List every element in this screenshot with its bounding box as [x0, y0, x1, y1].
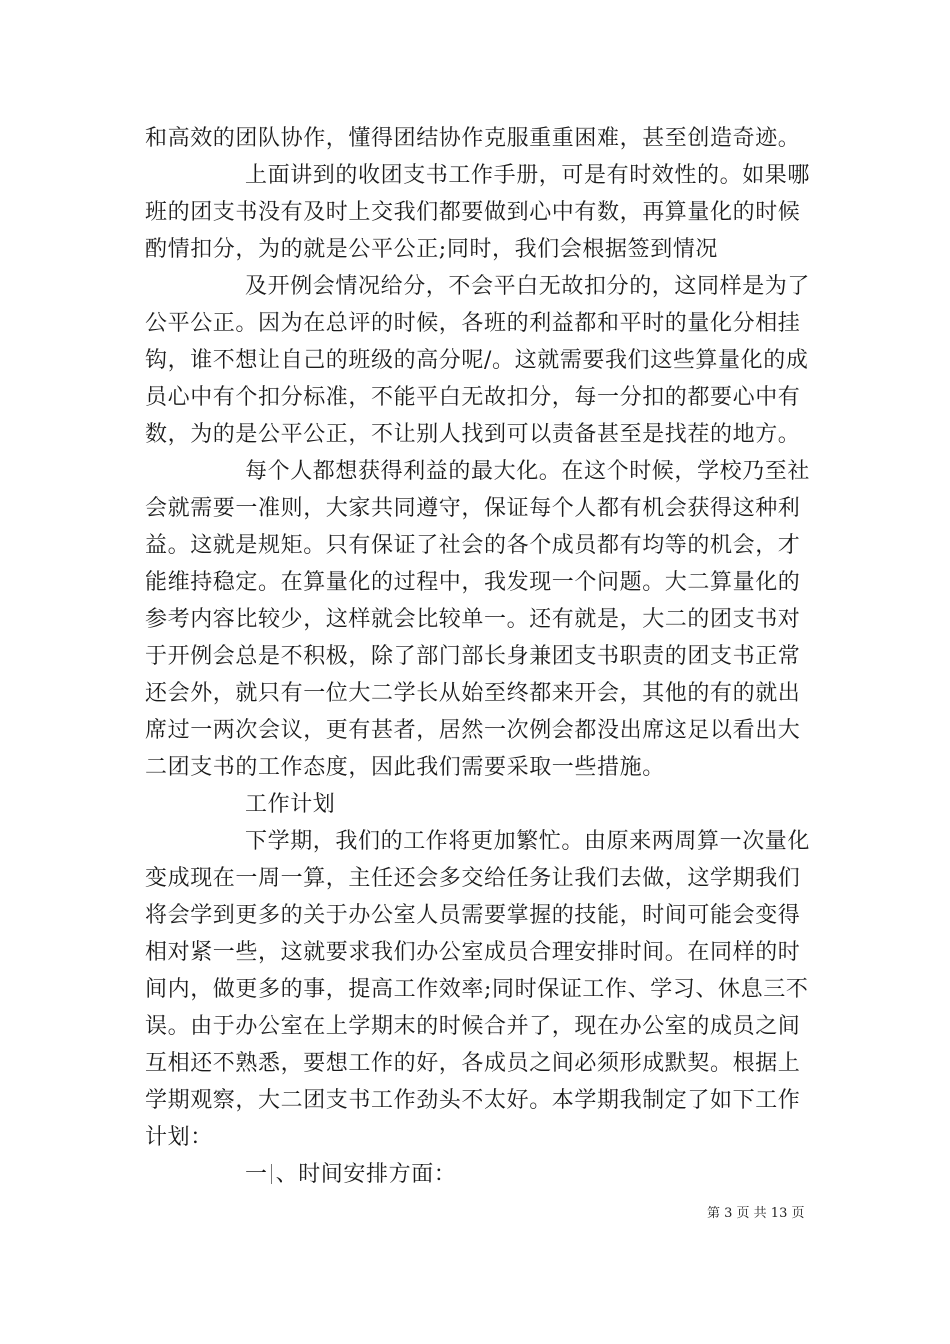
body-text-line: 酌情扣分，为的就是公平公正;同时，我们会根据签到情况: [145, 237, 719, 262]
text-cursor-mark: [271, 1164, 272, 1184]
body-text-line: 误。由于办公室在上学期末的时候合并了，现在办公室的成员之间: [145, 1014, 801, 1039]
list-item-title: 、时间安排方面：: [275, 1162, 457, 1187]
body-text-line: 于开例会总是不积极，除了部门部长身兼团支书职责的团支书正常: [145, 644, 801, 669]
body-text-line: 还会外，就只有一位大二学长从始至终都来开会，其他的有的就出: [145, 681, 801, 706]
body-text-line: 能维持稳定。在算量化的过程中，我发现一个问题。大二算量化的: [145, 570, 801, 595]
body-text-line: 益。这就是规矩。只有保证了社会的各个成员都有均等的机会，才: [145, 533, 801, 558]
list-item-heading: [245, 1163, 810, 1187]
paragraph-first-line: 下学期，我们的工作将更加繁忙。由原来两周算一次量化: [245, 829, 811, 854]
body-text-line: 钩，谁不想让自己的班级的高分呢/。这就需要我们这些算量化的成: [145, 348, 809, 373]
body-text-line: 相对紧一些，这就要求我们办公室成员合理安排时间。在同样的时: [145, 940, 801, 965]
body-text-line: 公平公正。因为在总评的时候，各班的利益都和平时的量化分相挂: [145, 311, 801, 336]
page-number-footer: 第 3 页 共 13 页: [707, 1206, 805, 1221]
body-text-line: 间内，做更多的事，提高工作效率;同时保证工作、学习、休息三不: [145, 977, 809, 1002]
body-text-line: 员心中有个扣分标准，不能平白无故扣分，每一分扣的都要心中有: [145, 385, 801, 410]
section-heading: 工作计划: [245, 792, 336, 817]
body-text-line: 席过一两次会议，更有甚者，居然一次例会都没出席这足以看出大: [145, 718, 801, 743]
body-text-line: 互相还不熟悉，要想工作的好，各成员之间必须形成默契。根据上: [145, 1051, 801, 1076]
body-text-line: 和高效的团队协作，懂得团结协作克服重重困难，甚至创造奇迹。: [145, 126, 801, 151]
body-text-line: 会就需要一准则，大家共同遵守，保证每个人都有机会获得这种利: [145, 496, 801, 521]
body-text-line: 二团支书的工作态度，因此我们需要采取一些措施。: [145, 755, 665, 780]
body-text-line: 学期观察，大二团支书工作劲头不太好。本学期我制定了如下工作: [145, 1088, 801, 1113]
body-text-line: 变成现在一周一算，主任还会多交给任务让我们去做，这学期我们: [145, 866, 801, 891]
paragraph-first-line: 上面讲到的收团支书工作手册，可是有时效性的。如果哪: [245, 163, 811, 188]
list-item-number: 一: [245, 1162, 268, 1187]
paragraph-first-line: 及开例会情况给分，不会平白无故扣分的，这同样是为了: [245, 274, 811, 299]
body-text-line: 参考内容比较少，这样就会比较单一。还有就是，大二的团支书对: [145, 607, 801, 632]
paragraph-first-line: 每个人都想获得利益的最大化。在这个时候，学校乃至社: [245, 459, 811, 484]
body-text-line: 数，为的是公平公正，不让别人找到可以责备甚至是找茬的地方。: [145, 422, 801, 447]
body-text-line: 计划：: [145, 1125, 213, 1150]
body-text-line: 班的团支书没有及时上交我们都要做到心中有数，再算量化的时候: [145, 200, 801, 225]
body-text-line: 将会学到更多的关于办公室人员需要掌握的技能，时间可能会变得: [145, 903, 801, 928]
